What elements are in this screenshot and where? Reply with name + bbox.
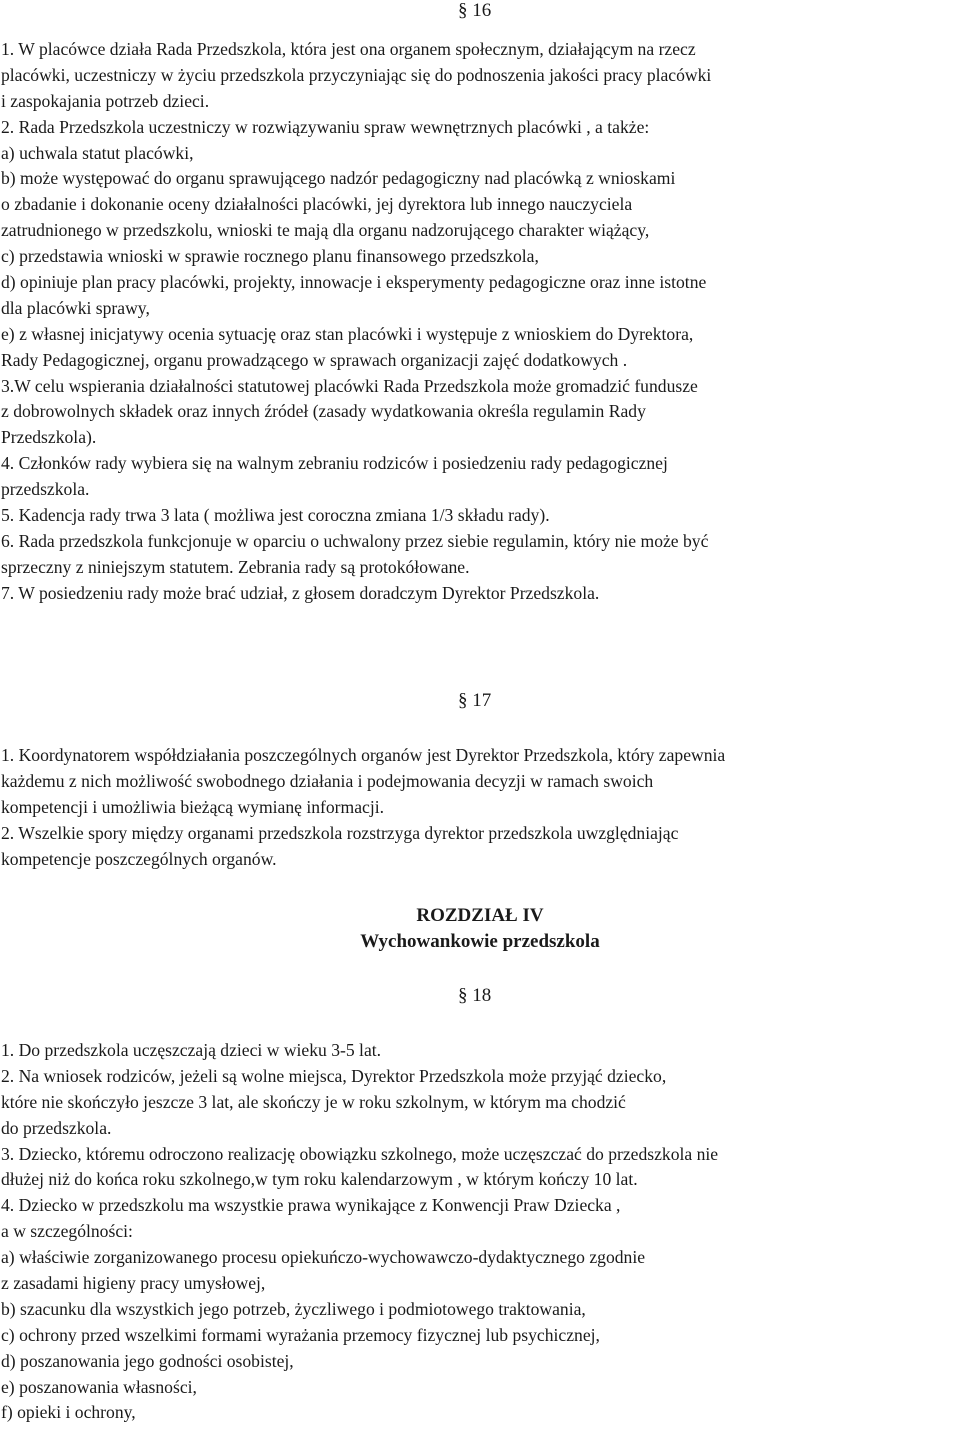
paragraph-line: z zasadami higieny pracy umysłowej, xyxy=(1,1273,266,1294)
paragraph-line: c) ochrony przed wszelkimi formami wyrażania przemocy fizycznej lub psychicznej, xyxy=(1,1324,600,1345)
paragraph-line: b) szacunku dla wszystkich jego potrzeb, życzliwego i podmiotowego traktowania, xyxy=(1,1298,586,1319)
section-16-body xyxy=(1,37,956,607)
chapter-subtitle: Wychowankowie przedszkola xyxy=(360,931,600,952)
paragraph-line: Rady Pedagogicznej, organu prowadzącego w sprawach organizacji zajęć dodatkowych . xyxy=(1,349,628,370)
paragraph-line: 3. Dziecko, któremu odroczono realizację obowiązku szkolnego, może uczęszczać do przedszkola nie xyxy=(1,1143,719,1164)
paragraph-line: do przedszkola. xyxy=(1,1117,112,1138)
paragraph-line: zatrudnionego w przedszkolu, wnioski te mają dla organu nadzorującego charakter wiążący, xyxy=(1,220,650,241)
paragraph-line: z dobrowolnych składek oraz innych źródeł (zasady wydatkowania określa regulamin Rady xyxy=(1,401,646,422)
section-17-mark: § 17 xyxy=(458,690,492,711)
section-18-mark: § 18 xyxy=(458,985,492,1006)
section-16-mark: § 16 xyxy=(458,0,492,21)
paragraph-line: d) poszanowania jego godności osobistej, xyxy=(1,1350,294,1371)
paragraph-line: o zbadanie i dokonanie oceny działalności placówki, jej dyrektora lub innego nauczyciela xyxy=(1,194,633,215)
paragraph-line: 2. Rada Przedszkola uczestniczy w rozwiązywaniu spraw wewnętrznych placówki , a także: xyxy=(1,116,650,137)
paragraph-line: 1. Do przedszkola uczęszczają dzieci w wieku 3-5 lat. xyxy=(1,1040,382,1060)
paragraph-line: c) przedstawia wnioski w sprawie rocznego planu finansowego przedszkola, xyxy=(1,246,539,267)
paragraph-line: kompetencje poszczególnych organów. xyxy=(1,848,277,869)
paragraph-line: placówki, uczestniczy w życiu przedszkola przyczyniając się do podnoszenia jakości pracy placówki xyxy=(1,64,712,85)
paragraph-line: a) właściwie zorganizowanego procesu opiekuńczo-wychowawczo-dydaktycznego zgodnie xyxy=(1,1247,646,1268)
paragraph-line: b) może występować do organu sprawującego nadzór pedagogiczny nad placówką z wnioskami xyxy=(1,168,676,189)
section-18-body xyxy=(1,1038,956,1426)
paragraph-line: 2. Na wniosek rodziców, jeżeli są wolne miejsca, Dyrektor Przedszkola może przyjąć dziecko, xyxy=(1,1065,667,1086)
paragraph-line: 6. Rada przedszkola funkcjonuje w oparciu o uchwalony przez siebie regulamin, który nie może być xyxy=(1,530,709,551)
paragraph-line: każdemu z nich możliwość swobodnego działania i podejmowania decyzji w ramach swoich xyxy=(1,770,654,791)
paragraph-line: 4. Dziecko w przedszkolu ma wszystkie prawa wynikające z Konwencji Praw Dziecka , xyxy=(1,1195,621,1216)
paragraph-line: f) opieki i ochrony, xyxy=(1,1402,136,1423)
paragraph-line: 2. Wszelkie spory między organami przedszkola rozstrzyga dyrektor przedszkola uwzględniając xyxy=(1,822,679,843)
paragraph-line: dla placówki sprawy, xyxy=(1,297,150,318)
paragraph-line: a) uchwala statut placówki, xyxy=(1,142,194,163)
paragraph-line: 5. Kadencja rady trwa 3 lata ( możliwa jest coroczna zmiana 1/3 składu rady). xyxy=(1,505,550,526)
paragraph-line: 4. Członków rady wybiera się na walnym zebraniu rodziców i posiedzeniu rady pedagogicznej xyxy=(1,453,668,474)
paragraph-line: i zaspokajania potrzeb dzieci. xyxy=(1,90,210,111)
paragraph-line: 7. W posiedzeniu rady może brać udział, z głosem doradczym Dyrektor Przedszkola. xyxy=(1,582,600,603)
paragraph-line: 1. Koordynatorem współdziałania poszczególnych organów jest Dyrektor Przedszkola, który zapewnia xyxy=(1,745,726,765)
paragraph-line: d) opiniuje plan pracy placówki, projekty, innowacje i eksperymenty pedagogiczne oraz inne istotne xyxy=(1,272,707,293)
paragraph-line: a w szczególności: xyxy=(1,1221,133,1242)
paragraph-line: dłużej niż do końca roku szkolnego,w tym roku kalendarzowym , w którym kończy 10 lat. xyxy=(1,1169,638,1190)
paragraph-line: e) z własnej inicjatywy ocenia sytuację oraz stan placówki i występuje z wnioskiem do Dyrektora, xyxy=(1,323,694,344)
paragraph-line: 1. W placówce działa Rada Przedszkola, która jest ona organem społecznym, działającym na rzecz xyxy=(1,39,696,59)
paragraph-line: przedszkola. xyxy=(1,479,90,500)
chapter-title: ROZDZIAŁ IV xyxy=(416,905,544,926)
paragraph-line: e) poszanowania własności, xyxy=(1,1376,197,1397)
paragraph-line: Przedszkola). xyxy=(1,427,97,448)
paragraph-line: kompetencji i umożliwia bieżącą wymianę informacji. xyxy=(1,796,385,817)
section-17-body xyxy=(1,743,956,872)
paragraph-line: sprzeczny z niniejszym statutem. Zebrania rady są protokółowane. xyxy=(1,556,470,577)
paragraph-line: 3.W celu wspierania działalności statutowej placówki Rada Przedszkola może gromadzić fundusze xyxy=(1,375,698,396)
paragraph-line: które nie skończyło jeszcze 3 lat, ale skończy je w roku szkolnym, w którym ma chodzić xyxy=(1,1091,626,1112)
